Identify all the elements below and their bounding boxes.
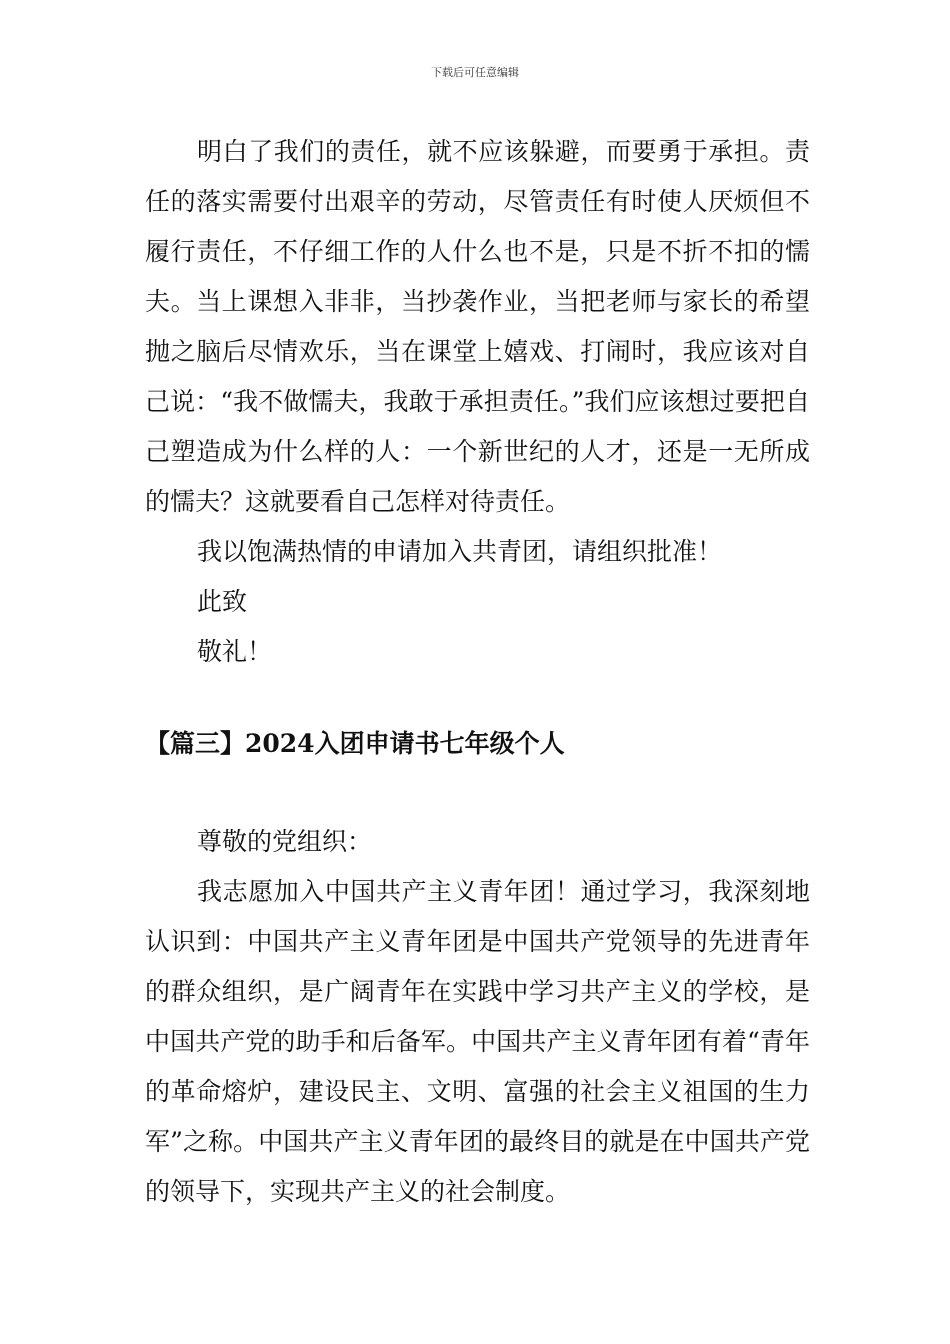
salutation: 尊敬的党组织：	[197, 827, 373, 856]
paragraph-application-request: 我以饱满热情的申请加入共青团，请组织批准！	[197, 537, 723, 566]
section-gap	[145, 677, 810, 719]
paragraph-application-intro: 我志愿加入中国共产主义青年团！通过学习，我深刻地认识到：中国共产主义青年团是中国共产党领导的先进青年的群众组织，是广阔青年在实践中学习共产主义的学校，是中国共产党的助手和后备军。中国共产主义青年团有着“青年的革命熔炉，建设民主、文明、富强的社会主义祖国的生力军”之称。中国共产主义青年团的最终目的就是在中国共产党的领导下，实现共产主义的社会制度。	[145, 877, 810, 1206]
page-header-note: 下载后可任意编辑	[431, 66, 519, 79]
document-body	[145, 127, 810, 1217]
paragraph-responsibility: 明白了我们的责任，就不应该躲避，而要勇于承担。责任的落实需要付出艰辛的劳动，尽管责任有时使人厌烦但不履行责任，不仔细工作的人什么也不是，只是不折不扣的懦夫。当上课想入非非，当抄袭作业，当把老师与家长的希望抛之脑后尽情欢乐，当在课堂上嬉戏、打闹时，我应该对自己说：“我不做懦夫，我敢于承担责任。”我们应该想过要把自己塑造成为什么样的人：一个新世纪的人才，还是一无所成的懦夫？这就要看自己怎样对待责任。	[145, 137, 810, 516]
closing-salutation: 此致	[197, 587, 248, 616]
section-title: 【篇三】2024入团申请书七年级个人	[145, 729, 565, 758]
section-gap	[145, 769, 810, 817]
closing-regards: 敬礼！	[197, 637, 273, 666]
